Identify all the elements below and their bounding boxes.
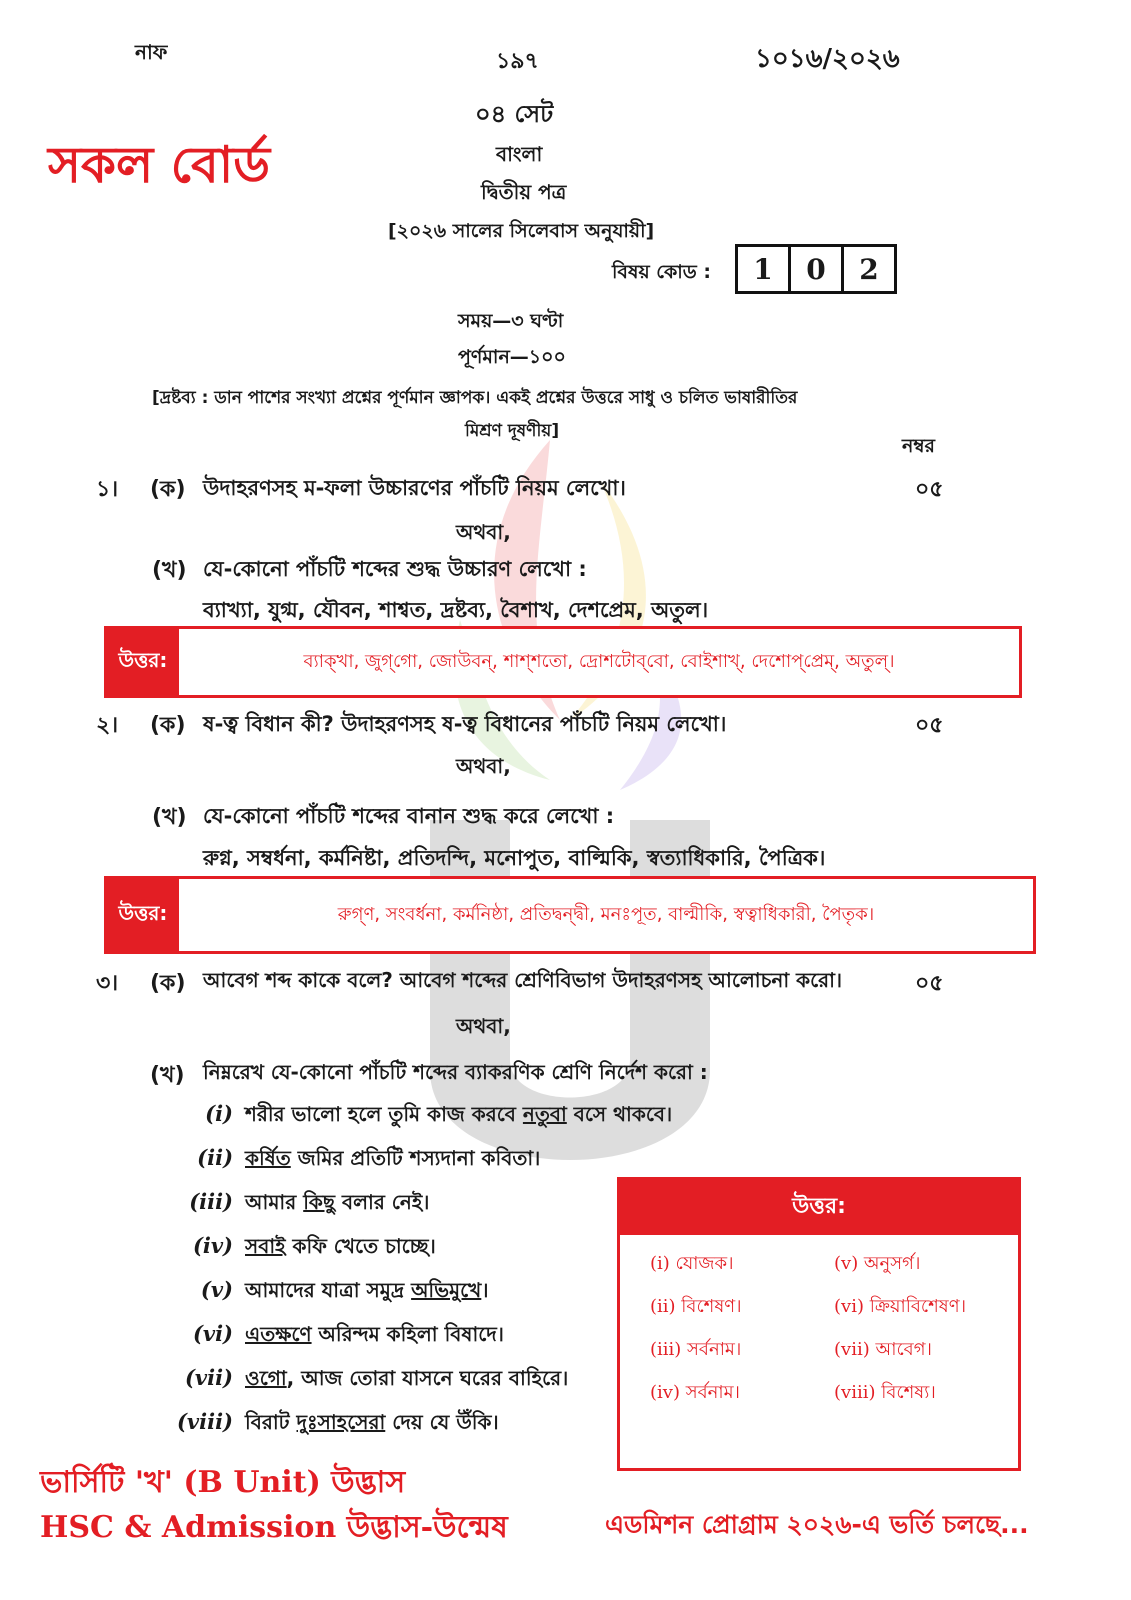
list-item: (viii) বিরাট দুঃসাহসেরা দেয় যে উঁকি।	[176, 1409, 499, 1434]
q2-marks: ০৫	[915, 713, 944, 738]
q1b-tag: (খ)	[152, 558, 187, 583]
q3-answer-item: (vii) আবেগ।	[834, 1339, 932, 1360]
q1-marks: ০৫	[915, 477, 944, 502]
q2a-text: ষ-ত্ব বিধান কী? উদাহরণসহ ষ-ত্ব বিধানের পাঁচটি নিয়ম লেখো।	[203, 712, 727, 736]
q3-answer-item: (vi) ক্রিয়াবিশেষণ।	[834, 1296, 967, 1317]
q1a-text: উদাহরণসহ ম-ফলা উচ্চারণের পাঁচটি নিয়ম লেখো।	[203, 476, 626, 500]
code-digit: 2	[859, 252, 879, 286]
q2a-tag: (ক)	[150, 713, 186, 738]
full-marks-label: পূর্ণমান—১০০	[458, 346, 566, 368]
q1-or: অথবা,	[456, 520, 511, 544]
list-item: (iv) সবাই কফি খেতে চাচ্ছে।	[192, 1233, 436, 1258]
syllabus-note: [২০২৬ সালের সিলেবাস অনুযায়ী]	[388, 220, 655, 242]
set-label: ০৪ সেট	[475, 100, 554, 128]
q3-or: অথবা,	[456, 1014, 511, 1038]
paper-name: দ্বিতীয় পত্র	[481, 180, 567, 204]
marks-column-header: নম্বর	[902, 435, 935, 457]
q3-answer-item: (iv) সর্বনাম।	[650, 1382, 740, 1403]
q2b-words: রুগ্ন, সম্বর্ধনা, কর্মনিষ্টা, প্রতিদন্দি, মনোপুত, বাল্মিকি, স্বত্যাধিকারি, পৈত্রিক।	[203, 846, 826, 870]
header-left-tag: নাফ	[135, 40, 168, 64]
list-item: (vii) ওগো, আজ তোরা যাসনে ঘরের বাহিরে।	[184, 1365, 569, 1390]
q1b-words: ব্যাখ্যা, যুগ্ম, যৌবন, শাশ্বত, দ্রষ্টব্য, বৈশাখ, দেশপ্রেম, অতুল।	[203, 598, 709, 622]
list-item: (v) আমাদের যাত্রা সমুদ্র অভিমুখে।	[200, 1277, 489, 1302]
footer-admission-banner: এডমিশন প্রোগ্রাম ২০২৬-এ ভর্তি চলছে...	[605, 1510, 1029, 1539]
subject-name: বাংলা	[496, 142, 543, 166]
q3b-tag: (খ)	[150, 1063, 185, 1088]
footer-promo-line-2: HSC & Admission উদ্ভাস-উন্মেষ	[40, 1510, 508, 1545]
q2b-tag: (খ)	[152, 805, 187, 830]
code-digit: 0	[791, 247, 844, 291]
q1-answer-text: ব্যাক্‌খা, জুগ্‌গো, জোউবন্, শাশ্‌শতো, দ্রোশটোব্‌বো, বোইশাখ্, দেশোপ্‌প্রেম্, অতুল্।	[303, 650, 895, 672]
header-center-number: ১৯৭	[496, 49, 539, 74]
q1-answer-box	[104, 626, 1022, 698]
time-label: সময়—৩ ঘণ্টা	[458, 310, 564, 332]
q2-number: ২।	[96, 713, 119, 738]
q3-marks: ০৫	[915, 971, 944, 996]
instruction-line-2: মিশ্রণ দূষণীয়]	[465, 421, 560, 441]
q3-answer-item: (iii) সর্বনাম।	[650, 1339, 742, 1360]
list-item: (iii) আমার কিছু বলার নেই।	[189, 1189, 430, 1214]
header-right-code: ১০১৬/২০২৬	[755, 44, 900, 74]
code-digit: 1	[738, 247, 791, 291]
footer-promo-line-1: ভার্সিটি 'খ' (B Unit) উদ্ভাস	[40, 1465, 406, 1500]
q2-answer-text: রুগ্‌ণ, সংবর্ধনা, কর্মনিষ্ঠা, প্রতিদ্বন্দ্বী, মনঃপূত, বাল্মীকি, স্বত্বাধিকারী, পৈতৃক।	[337, 903, 875, 925]
list-item: (vi) এতক্ষণে অরিন্দম কহিলা বিষাদে।	[192, 1321, 504, 1346]
q2b-text: যে-কোনো পাঁচটি শব্দের বানান শুদ্ধ করে লেখো :	[203, 804, 615, 828]
list-item: (ii) কর্ষিত জমির প্রতিটি শস্যদানা কবিতা।	[197, 1145, 541, 1170]
q1a-tag: (ক)	[150, 477, 186, 502]
q3-number: ৩।	[96, 971, 119, 996]
board-title: সকল বোর্ড	[48, 136, 271, 194]
q3-answer-item: (i) যোজক।	[650, 1253, 734, 1274]
q2-or: অথবা,	[456, 754, 511, 778]
answer-label: উত্তর:	[107, 629, 179, 695]
q1-number: ১।	[96, 477, 119, 502]
q3b-sentence-list	[175, 1100, 673, 1452]
q1b-text: যে-কোনো পাঁচটি শব্দের শুদ্ধ উচ্চারণ লেখো :	[203, 557, 587, 581]
q3b-text: নিম্নরেখ যে-কোনো পাঁচটি শব্দের ব্যাকরণিক শ্রেণি নির্দেশ করো :	[203, 1060, 708, 1084]
answer-label: উত্তর:	[107, 879, 179, 951]
q3-answer-item: (viii) বিশেষ্য।	[834, 1382, 936, 1403]
q3-answer-item: (ii) বিশেষণ।	[650, 1296, 742, 1317]
list-item: (i) শরীর ভালো হলে তুমি কাজ করবে নতুবা বসে থাকবে।	[205, 1101, 673, 1126]
answer-label: উত্তর:	[620, 1180, 1018, 1235]
instruction-line-1: [দ্রষ্টব্য : ডান পাশের সংখ্যা প্রশ্নের পূর্ণমান জ্ঞাপক। একই প্রশ্নের উত্তরে সাধু ও চলিত ভাষারীতির	[152, 388, 798, 408]
subject-code-label: বিষয় কোড :	[612, 261, 712, 283]
subject-code-box	[735, 244, 897, 294]
q3a-text: আবেগ শব্দ কাকে বলে? আবেগ শব্দের শ্রেণিবিভাগ উদাহরণসহ আলোচনা করো।	[203, 968, 843, 992]
q3-answer-box	[617, 1177, 1021, 1471]
q3a-tag: (ক)	[150, 971, 186, 996]
q3-answer-item: (v) অনুসর্গ।	[834, 1253, 921, 1274]
q2-answer-box	[104, 876, 1036, 954]
